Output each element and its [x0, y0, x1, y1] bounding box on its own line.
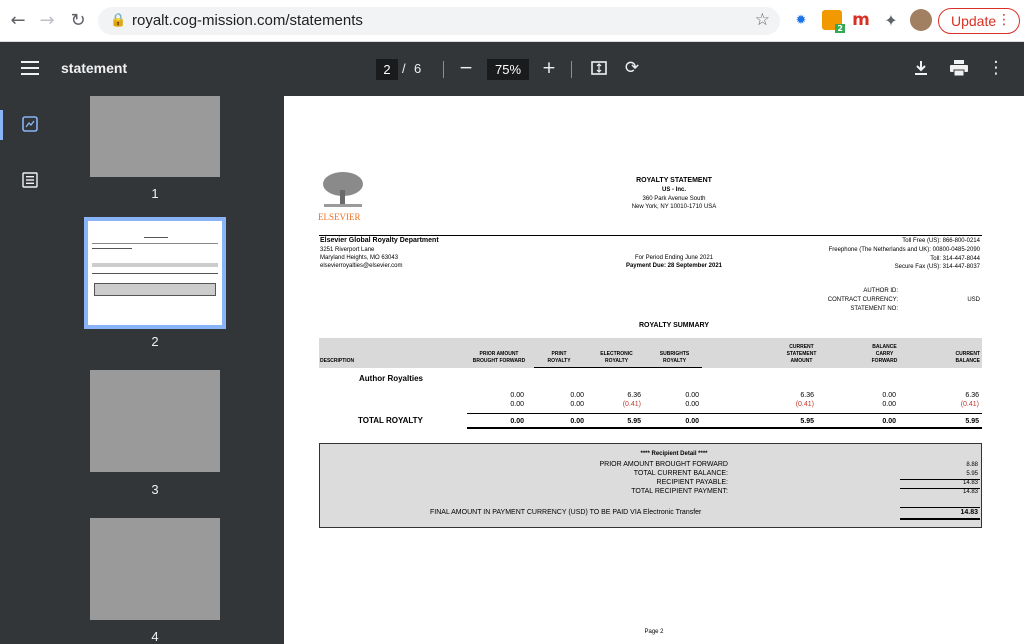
pdf-page	[284, 96, 1024, 644]
update-button[interactable]	[938, 8, 1020, 34]
document-title: statement	[61, 60, 128, 76]
divider	[319, 235, 982, 236]
col-print-2: ROYALTY	[547, 358, 571, 364]
divider	[900, 518, 980, 520]
col-elec-2: ROYALTY	[604, 358, 629, 364]
row2-print: 0.00	[570, 401, 584, 408]
total-prior: 0.00	[510, 418, 524, 425]
thumb-line	[92, 248, 132, 249]
divider	[900, 507, 980, 508]
total-pages: 6	[414, 61, 422, 76]
row2-bal: 0.00	[882, 401, 896, 408]
thumbnail-sidebar	[0, 96, 284, 644]
address-bar[interactable]	[98, 7, 780, 35]
lock-icon: 🔒	[110, 13, 127, 28]
print-icon[interactable]	[947, 56, 971, 80]
thumb-line	[94, 283, 216, 296]
row1-prior: 0.00	[510, 392, 524, 399]
total-cb: 5.95	[965, 418, 979, 425]
recipient-current-value: 5.95	[966, 471, 978, 477]
thumb-line	[92, 243, 218, 244]
thumbnail-label: 1	[151, 186, 159, 201]
menu-icon[interactable]	[18, 56, 42, 80]
dept-address-2: Maryland Heights, MO 63043	[320, 255, 399, 261]
divider	[467, 427, 982, 429]
secure-fax: Secure Fax (US): 314-447-8037	[894, 264, 980, 270]
recipient-payment-value: 14.83	[962, 489, 978, 495]
row2-cb: (0.41)	[960, 401, 979, 408]
total-label: TOTAL ROYALTY	[358, 416, 423, 425]
divider	[534, 367, 702, 368]
extension-badge-icon[interactable]	[822, 10, 843, 33]
more-vert-icon: ⋮	[997, 12, 1011, 28]
page-thumbnail-4[interactable]	[90, 518, 220, 620]
page-number-input[interactable]: 2	[376, 59, 398, 80]
statement-address-2: New York, NY 10010-1710 USA	[631, 204, 717, 210]
toll-number: Toll: 314-447-8044	[930, 256, 980, 262]
elsevier-logo	[320, 170, 366, 210]
statement-address-1: 360 Park Avenue South	[642, 196, 706, 202]
dept-address-1: 3251 Riverport Lane	[320, 247, 375, 253]
download-icon[interactable]	[909, 56, 933, 80]
more-options-icon[interactable]: ⋮	[987, 58, 1005, 78]
toolbar-divider	[571, 61, 572, 78]
outline-tab-icon[interactable]	[20, 170, 40, 190]
rotate-icon[interactable]: ⟳	[624, 58, 640, 78]
bookmark-star-icon[interactable]: ☆	[754, 10, 770, 30]
recipient-current-label: TOTAL CURRENT BALANCE:	[633, 470, 728, 477]
extension-m-icon[interactable]	[851, 10, 871, 30]
profile-avatar[interactable]	[910, 9, 932, 31]
extensions-puzzle-icon[interactable]: ✦	[884, 10, 898, 30]
thumbnail-label: 2	[151, 334, 159, 349]
extension-m-label: m	[852, 10, 870, 30]
col-bal-1: BALANCE	[872, 344, 897, 350]
dept-email: elsevierroyalties@elsevier.com	[320, 263, 403, 269]
recipient-payment-label: TOTAL RECIPIENT PAYMENT:	[631, 488, 728, 495]
thumb-line	[144, 237, 168, 238]
section-label: Author Royalties	[359, 374, 424, 383]
total-cur: 5.95	[800, 418, 814, 425]
period-text: For Period Ending June 2021	[634, 255, 714, 261]
zoom-input[interactable]: 75%	[487, 59, 529, 80]
forward-icon[interactable]: →	[39, 9, 55, 31]
col-sub-2: ROYALTY	[662, 358, 687, 364]
row1-cur: 6.36	[800, 392, 814, 399]
col-elec-1: ELECTRONIC	[600, 351, 633, 357]
recipient-title: **** Recipient Detail ****	[640, 451, 708, 457]
sidebar-tabs	[0, 96, 58, 644]
toll-free: Toll Free (US): 866-800-0214	[902, 238, 980, 244]
freephone: Freephone (The Netherlands and UK): 00800-0485-2090	[828, 247, 980, 253]
col-cur-1: CURRENT	[789, 344, 814, 350]
active-tab-indicator	[0, 110, 3, 140]
page-thumbnail-3[interactable]	[90, 370, 220, 472]
zoom-in-icon[interactable]: +	[541, 58, 557, 78]
row1-elec: 6.36	[627, 392, 641, 399]
reload-icon[interactable]: ↻	[70, 9, 86, 31]
total-sub: 0.00	[685, 418, 699, 425]
col-description: DESCRIPTION	[320, 358, 355, 364]
thumbnail-label: 4	[151, 629, 159, 644]
statement-no-label: STATEMENT NO:	[850, 306, 898, 312]
dept-name: Elsevier Global Royalty Department	[320, 237, 439, 244]
final-amount-label: FINAL AMOUNT IN PAYMENT CURRENCY (USD) TO BE PAID VIA Electronic Transfer	[430, 509, 702, 516]
row1-cb: 6.36	[965, 392, 979, 399]
total-bal: 0.00	[882, 418, 896, 425]
page-thumbnail-1[interactable]	[90, 96, 220, 177]
col-bal-2: CARRY	[875, 351, 894, 357]
back-icon[interactable]: ←	[10, 9, 26, 31]
recipient-payable-value: 14.83	[962, 480, 978, 486]
author-id-label: AUTHOR ID:	[863, 288, 898, 294]
elsevier-wordmark: ELSEVIER	[318, 212, 361, 222]
recipient-payable-label: RECIPIENT PAYABLE:	[656, 479, 728, 486]
page-separator: /	[402, 61, 406, 76]
update-label: Update	[951, 13, 997, 29]
currency-value: USD	[967, 297, 980, 303]
row1-print: 0.00	[570, 392, 584, 399]
col-prior-1: PRIOR AMOUNT	[479, 351, 519, 357]
statement-subtitle: US - Inc.	[661, 187, 686, 193]
row1-sub: 0.00	[685, 392, 699, 399]
row2-prior: 0.00	[510, 401, 524, 408]
divider	[467, 413, 982, 414]
col-bal-3: FORWARD	[871, 358, 898, 364]
row2-sub: 0.00	[685, 401, 699, 408]
recipient-prior-value: 8.88	[966, 462, 978, 468]
col-cur-2: STATEMENT	[786, 351, 817, 357]
thumb-line	[92, 263, 218, 267]
total-elec: 5.95	[627, 418, 641, 425]
summary-title: ROYALTY SUMMARY	[638, 322, 709, 329]
thumb-line	[92, 273, 218, 274]
col-cb-1: CURRENT	[955, 351, 980, 357]
browser-chrome	[0, 0, 1024, 42]
total-print: 0.00	[570, 418, 584, 425]
statement-title: ROYALTY STATEMENT	[636, 177, 712, 184]
col-print-1: PRINT	[551, 351, 567, 357]
final-amount-value: 14.83	[960, 509, 978, 516]
toolbar-divider	[443, 61, 444, 78]
col-sub-1: SUBRIGHTS	[659, 351, 690, 357]
payment-due: Payment Due: 28 September 2021	[625, 263, 723, 269]
page-thumbnail-2[interactable]	[84, 217, 226, 329]
row1-bal: 0.00	[882, 392, 896, 399]
thumbnails-tab-icon[interactable]	[20, 114, 40, 134]
row2-cur: (0.41)	[795, 401, 814, 408]
extension-badge-count: 2	[837, 24, 843, 33]
col-cb-2: BALANCE	[955, 358, 980, 364]
page-footer: Page 2	[644, 629, 664, 635]
col-prior-2: BROUGHT FORWARD	[472, 358, 526, 364]
recipient-prior-label: PRIOR AMOUNT BROUGHT FORWARD	[599, 461, 728, 468]
currency-label: CONTRACT CURRENCY:	[827, 297, 898, 303]
fit-page-icon[interactable]	[587, 56, 611, 80]
thumbnail-label: 3	[151, 482, 159, 497]
col-cur-3: AMOUNT	[790, 358, 813, 364]
row2-elec: (0.41)	[622, 401, 641, 408]
pdf-toolbar	[0, 42, 1024, 96]
extension-gear-icon[interactable]: ✹	[795, 12, 807, 28]
url-text[interactable]: royalt.cog-mission.com/statements	[132, 12, 363, 29]
zoom-out-icon[interactable]: −	[458, 58, 474, 78]
